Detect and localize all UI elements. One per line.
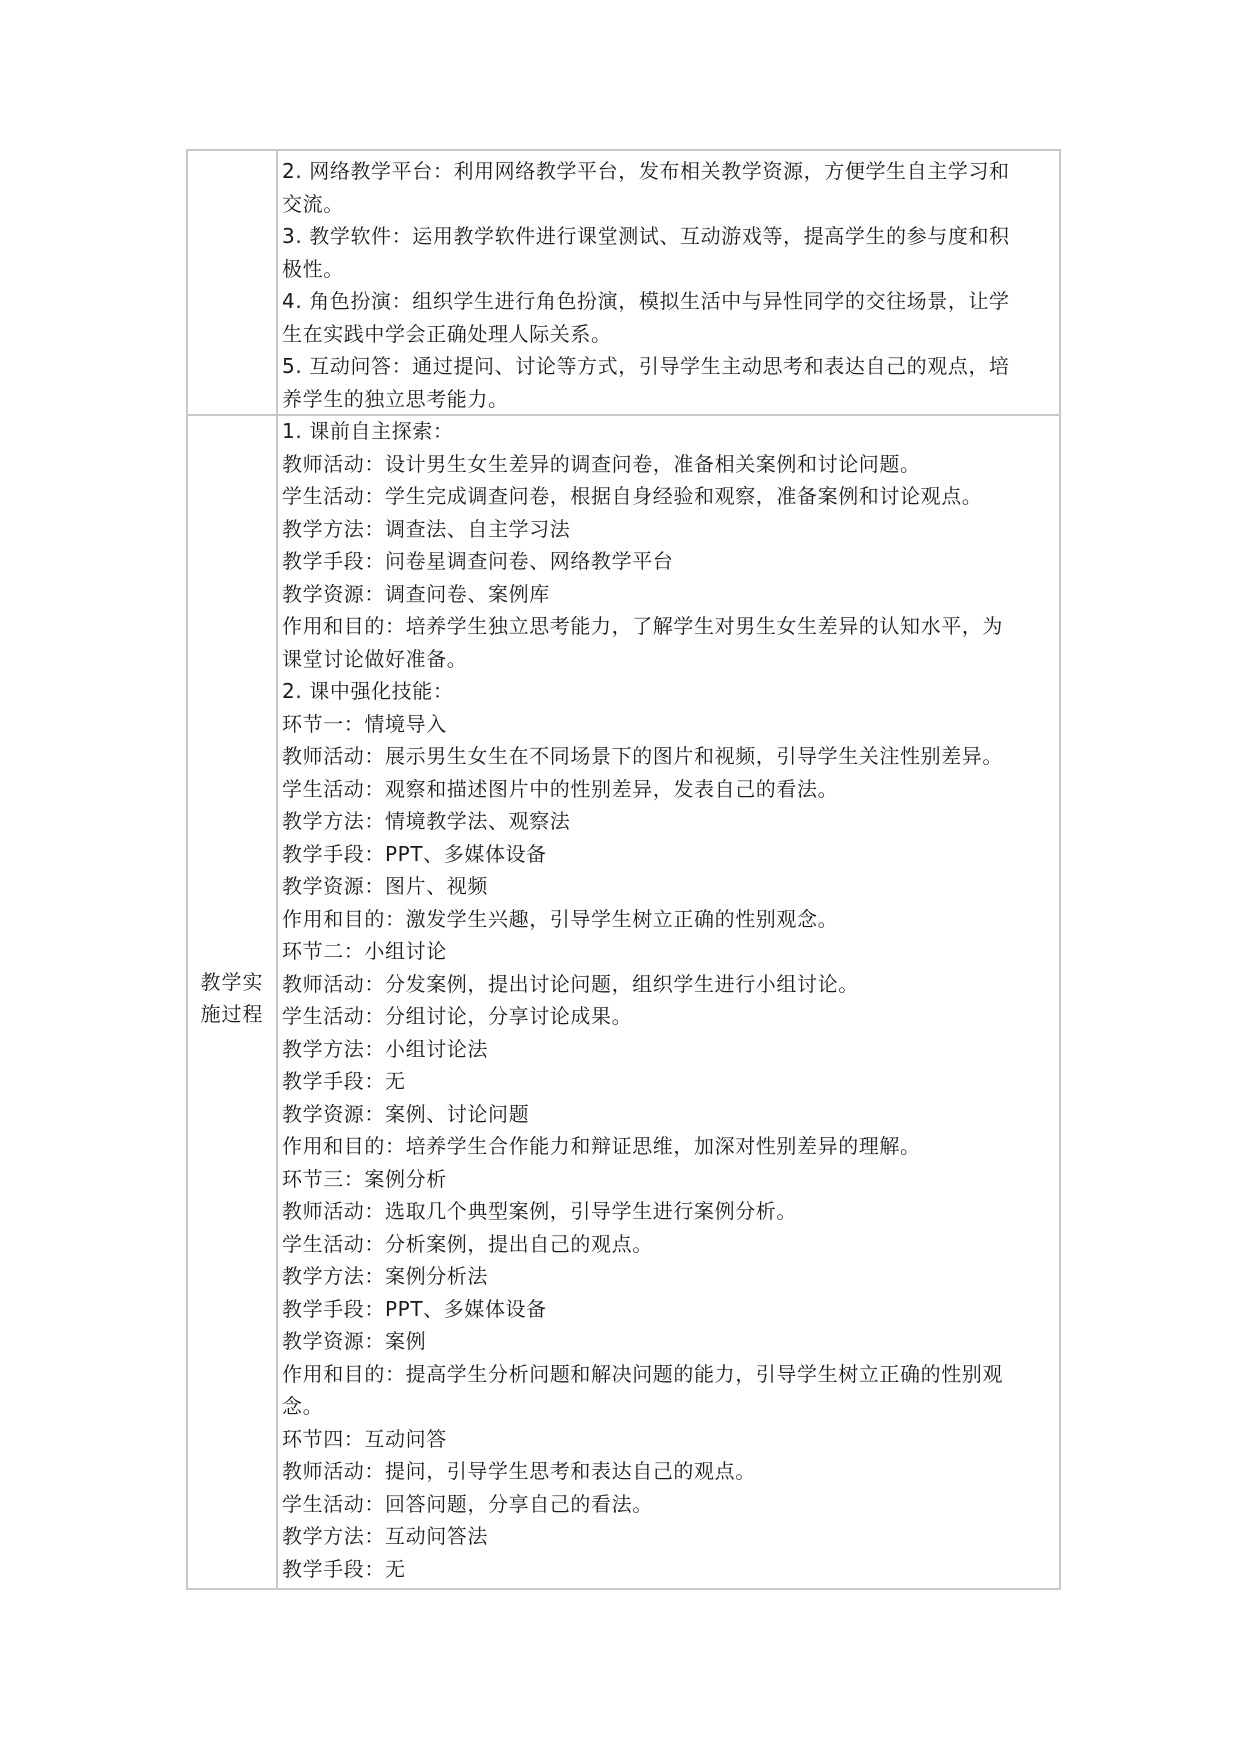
content-line: 念。	[282, 1394, 324, 1418]
content-line: 教师活动：选取几个典型案例，引导学生进行案例分析。	[282, 1199, 797, 1223]
content-line: 1. 课前自主探索：	[282, 419, 454, 443]
content-line: 学生活动：学生完成调查问卷，根据自身经验和观察，准备案例和讨论观点。	[282, 484, 983, 508]
content-line: 环节四：互动问答	[282, 1426, 447, 1451]
content-line: 教学方法：情境教学法、观察法	[282, 809, 571, 833]
content-line: 学生活动：回答问题，分享自己的看法。	[282, 1491, 653, 1516]
content-line: 教学方法：互动问答法	[282, 1524, 488, 1548]
content-line: 教师活动：展示男生女生在不同场景下的图片和视频，引导学生关注性别差异。	[282, 744, 1003, 768]
content-line: 2. 网络教学平台：利用网络教学平台，发布相关教学资源，方便学生自主学习和	[282, 159, 1010, 183]
row-content-cell	[278, 151, 1059, 414]
content-line: 教学资源：图片、视频	[282, 874, 488, 898]
content-line: 教学手段：无	[282, 1556, 406, 1581]
content-line: 学生活动：分组讨论，分享讨论成果。	[282, 1004, 633, 1028]
content-line: 学生活动：观察和描述图片中的性别差异，发表自己的看法。	[282, 776, 839, 801]
content-line: 5. 互动问答：通过提问、讨论等方式，引导学生主动思考和表达自己的观点，培	[282, 354, 1010, 378]
content-line: 教学方法：小组讨论法	[282, 1036, 488, 1061]
content-line: 养学生的独立思考能力。	[282, 386, 509, 411]
content-line: 作用和目的：培养学生独立思考能力，了解学生对男生女生差异的认知水平，为	[282, 614, 1003, 638]
content-line: 4. 角色扮演：组织学生进行角色扮演，模拟生活中与异性同学的交往场景，让学	[282, 289, 1010, 313]
content-line: 环节三：案例分析	[282, 1166, 447, 1191]
content-line: 教学方法：案例分析法	[282, 1264, 488, 1288]
content-line: 教学资源：案例	[282, 1329, 427, 1353]
row-label-cell	[188, 151, 278, 414]
content-line: 教师活动：设计男生女生差异的调查问卷，准备相关案例和讨论问题。	[282, 451, 921, 476]
content-line: 教学方法：调查法、自主学习法	[282, 516, 571, 541]
content-line: 作用和目的：激发学生兴趣，引导学生树立正确的性别观念。	[282, 906, 839, 931]
content-line: 交流。	[282, 191, 344, 216]
content-line: 教师活动：提问，引导学生思考和表达自己的观点。	[282, 1459, 756, 1483]
content-line: 3. 教学软件：运用教学软件进行课堂测试、互动游戏等，提高学生的参与度和积	[282, 224, 1010, 248]
content-line: 作用和目的：提高学生分析问题和解决问题的能力，引导学生树立正确的性别观	[282, 1361, 1003, 1386]
content-line: 学生活动：分析案例，提出自己的观点。	[282, 1231, 653, 1256]
content-line: 教师活动：分发案例，提出讨论问题，组织学生进行小组讨论。	[282, 971, 859, 996]
content-line: 环节二：小组讨论	[282, 939, 447, 963]
content-line: 教学手段：问卷星调查问卷、网络教学平台	[282, 549, 674, 573]
content-line: 环节一：情境导入	[282, 711, 447, 736]
content-line: 生在实践中学会正确处理人际关系。	[282, 321, 612, 346]
table-row	[188, 151, 1059, 416]
row-label-line: 施过程	[200, 1002, 264, 1026]
content-line: 极性。	[282, 256, 344, 281]
row-label-cell	[188, 414, 278, 1588]
lesson-plan-table	[186, 149, 1061, 1590]
content-line: 作用和目的：培养学生合作能力和辩证思维，加深对性别差异的理解。	[282, 1134, 921, 1158]
table-row	[188, 414, 1059, 1588]
content-line: 教学手段：PPT、多媒体设备	[282, 1296, 547, 1321]
content-line: 课堂讨论做好准备。	[282, 646, 468, 671]
content-line: 2. 课中强化技能：	[282, 679, 454, 703]
content-line: 教学资源：调查问卷、案例库	[282, 581, 550, 606]
row-content-cell	[278, 414, 1059, 1588]
content-line: 教学手段：PPT、多媒体设备	[282, 841, 547, 866]
content-line: 教学资源：案例、讨论问题	[282, 1101, 530, 1126]
row-label-line: 教学实	[200, 970, 264, 994]
content-line: 教学手段：无	[282, 1069, 406, 1093]
